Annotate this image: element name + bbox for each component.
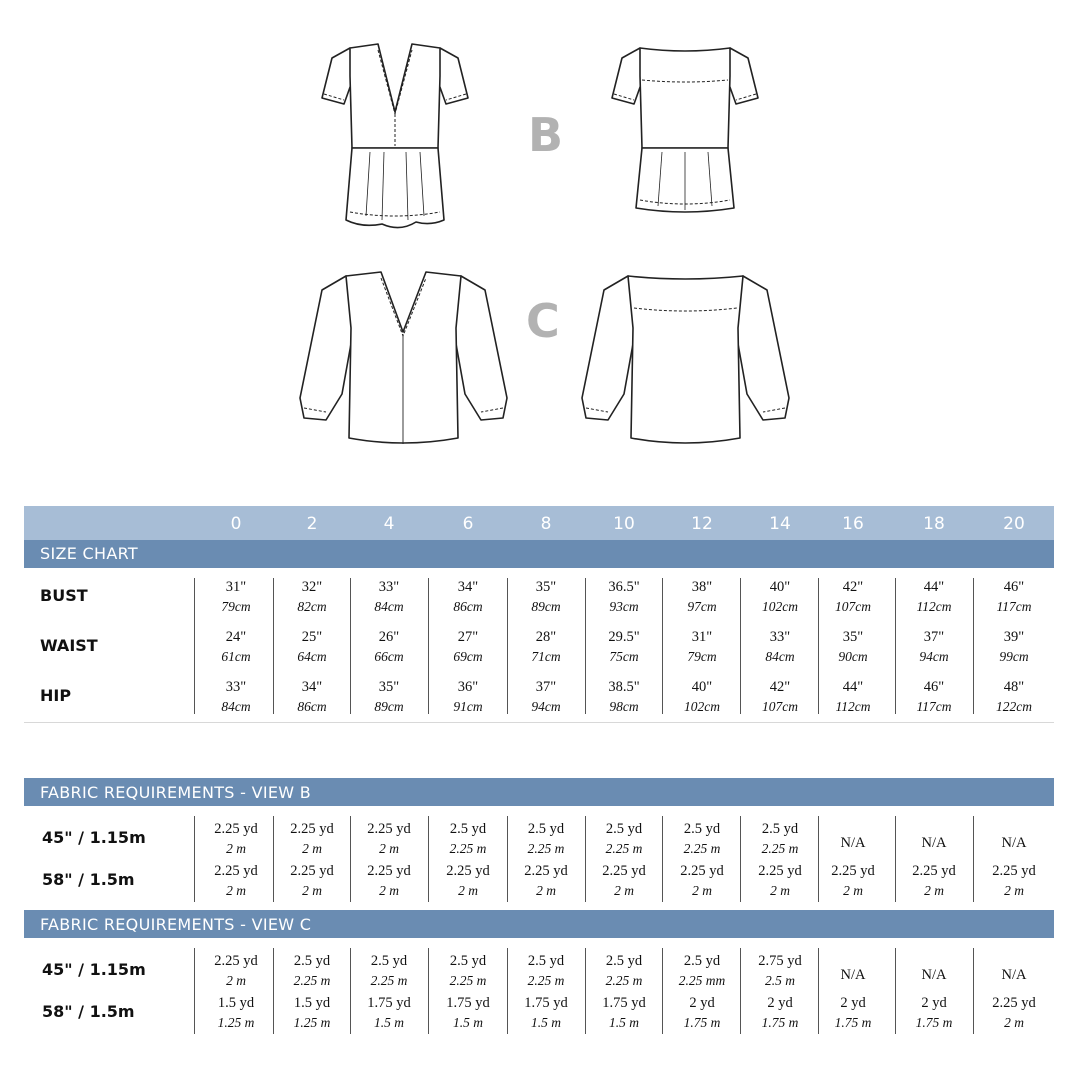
view-c-front-illustration: [296, 268, 511, 448]
table-cell: [430, 820, 506, 858]
cell-primary-value: 46": [923, 679, 945, 695]
cell-primary-value: 2.25 yd: [290, 821, 334, 837]
size-column-header: 0: [230, 514, 242, 534]
table-cell: [742, 628, 818, 666]
column-separator: [973, 578, 974, 714]
cell-primary-value: 2.25 yd: [758, 863, 802, 879]
view-c-label: C: [526, 294, 560, 348]
table-cell: [976, 834, 1052, 853]
cell-primary-value: 31": [691, 629, 713, 645]
cell-primary-value: 35": [378, 679, 400, 695]
table-cell: [664, 994, 740, 1032]
cell-secondary-value: 102cm: [762, 599, 798, 614]
row-label: 45" / 1.15m: [42, 828, 146, 847]
cell-primary-value: 1.75 yd: [524, 995, 568, 1011]
table-cell: [815, 834, 891, 853]
cell-secondary-value: 122cm: [996, 699, 1032, 714]
column-separator: [740, 578, 741, 714]
cell-primary-value: 48": [1003, 679, 1025, 695]
cell-primary-value: 2.5 yd: [370, 953, 408, 969]
cell-secondary-value: 71cm: [531, 649, 561, 664]
size-column-header: 4: [383, 514, 395, 534]
row-label: WAIST: [40, 636, 98, 655]
column-separator: [428, 816, 429, 902]
cell-primary-value: 42": [842, 579, 864, 595]
cell-primary-value: N/A: [840, 967, 866, 983]
cell-secondary-value: 98cm: [609, 699, 639, 714]
table-cell: [815, 994, 891, 1032]
cell-secondary-value: 117cm: [916, 699, 952, 714]
size-chart-title-bar: [24, 540, 1054, 568]
table-cell: [198, 952, 274, 990]
cell-primary-value: N/A: [840, 835, 866, 851]
column-separator: [740, 816, 741, 902]
cell-primary-value: 2.5 yd: [683, 821, 721, 837]
cell-secondary-value: 2.25 m: [605, 841, 643, 856]
column-separator: [662, 816, 663, 902]
cell-primary-value: 46": [1003, 579, 1025, 595]
row-label: HIP: [40, 686, 72, 705]
table-cell: [742, 678, 818, 716]
table-cell: [508, 862, 584, 900]
table-cell: [198, 628, 274, 666]
cell-primary-value: 36.5": [608, 579, 640, 595]
cell-primary-value: 2.5 yd: [761, 821, 799, 837]
cell-primary-value: 2.5 yd: [527, 821, 565, 837]
cell-secondary-value: 1.75 m: [915, 1015, 953, 1030]
table-cell: [351, 678, 427, 716]
cell-primary-value: 37": [923, 629, 945, 645]
cell-secondary-value: 2 m: [302, 883, 322, 898]
cell-primary-value: 2 yd: [767, 995, 793, 1011]
cell-secondary-value: 112cm: [916, 599, 952, 614]
table-cell: [976, 862, 1052, 900]
view-b-front-illustration: [320, 40, 470, 240]
cell-secondary-value: 2 m: [843, 883, 863, 898]
cell-secondary-value: 2 m: [379, 841, 399, 856]
cell-secondary-value: 2 m: [536, 883, 556, 898]
size-column-header: 8: [540, 514, 552, 534]
column-separator: [740, 948, 741, 1034]
cell-secondary-value: 102cm: [684, 699, 720, 714]
cell-primary-value: 1.75 yd: [367, 995, 411, 1011]
cell-secondary-value: 2 m: [1004, 1015, 1024, 1030]
cell-primary-value: N/A: [921, 835, 947, 851]
column-separator: [194, 816, 195, 902]
cell-secondary-value: 66cm: [374, 649, 404, 664]
cell-secondary-value: 99cm: [999, 649, 1029, 664]
size-column-header: 20: [1003, 514, 1025, 534]
table-cell: [274, 994, 350, 1032]
cell-primary-value: 35": [842, 629, 864, 645]
table-cell: [976, 628, 1052, 666]
table-cell: [508, 820, 584, 858]
cell-primary-value: 2.25 yd: [992, 863, 1036, 879]
cell-primary-value: 38": [691, 579, 713, 595]
divider: [24, 722, 1054, 723]
cell-primary-value: 33": [769, 629, 791, 645]
row-label: 45" / 1.15m: [42, 960, 146, 979]
table-cell: [351, 628, 427, 666]
table-cell: [430, 994, 506, 1032]
cell-primary-value: 33": [378, 579, 400, 595]
table-cell: [742, 820, 818, 858]
cell-secondary-value: 94cm: [531, 699, 561, 714]
cell-primary-value: 2.25 yd: [214, 953, 258, 969]
table-cell: [815, 862, 891, 900]
cell-primary-value: 2.25 yd: [912, 863, 956, 879]
cell-primary-value: 2 yd: [921, 995, 947, 1011]
cell-secondary-value: 2 m: [770, 883, 790, 898]
table-cell: [742, 994, 818, 1032]
table-cell: [351, 994, 427, 1032]
size-column-header: 14: [769, 514, 791, 534]
cell-secondary-value: 2.25 m: [527, 841, 565, 856]
size-column-header: 2: [306, 514, 318, 534]
cell-primary-value: 34": [457, 579, 479, 595]
table-cell: [742, 862, 818, 900]
table-cell: [430, 862, 506, 900]
cell-primary-value: 28": [535, 629, 557, 645]
cell-secondary-value: 2.5 m: [765, 973, 795, 988]
cell-secondary-value: 1.5 m: [453, 1015, 483, 1030]
cell-secondary-value: 117cm: [996, 599, 1032, 614]
size-header-bar: [24, 506, 1054, 540]
cell-secondary-value: 2 m: [379, 883, 399, 898]
cell-primary-value: 38.5": [608, 679, 640, 695]
cell-secondary-value: 1.75 m: [761, 1015, 799, 1030]
table-cell: [351, 820, 427, 858]
cell-secondary-value: 1.25 m: [217, 1015, 255, 1030]
column-separator: [428, 948, 429, 1034]
cell-secondary-value: 2.25 m: [605, 973, 643, 988]
cell-secondary-value: 75cm: [609, 649, 639, 664]
table-cell: [274, 578, 350, 616]
cell-primary-value: 32": [301, 579, 323, 595]
table-cell: [976, 966, 1052, 985]
cell-secondary-value: 107cm: [762, 699, 798, 714]
cell-primary-value: 2.25 yd: [602, 863, 646, 879]
table-cell: [198, 862, 274, 900]
cell-secondary-value: 69cm: [453, 649, 483, 664]
table-cell: [815, 628, 891, 666]
cell-primary-value: 24": [225, 629, 247, 645]
cell-secondary-value: 97cm: [687, 599, 717, 614]
table-cell: [664, 820, 740, 858]
cell-secondary-value: 2 m: [226, 973, 246, 988]
cell-secondary-value: 93cm: [609, 599, 639, 614]
table-cell: [274, 628, 350, 666]
table-cell: [896, 628, 972, 666]
row-label: 58" / 1.5m: [42, 1002, 135, 1021]
size-column-header: 16: [842, 514, 864, 534]
size-column-header: 12: [691, 514, 713, 534]
table-cell: [742, 578, 818, 616]
cell-secondary-value: 112cm: [835, 699, 871, 714]
cell-primary-value: 2.5 yd: [449, 821, 487, 837]
cell-secondary-value: 79cm: [221, 599, 251, 614]
cell-secondary-value: 1.75 m: [834, 1015, 872, 1030]
cell-primary-value: 36": [457, 679, 479, 695]
table-cell: [586, 820, 662, 858]
table-cell: [586, 678, 662, 716]
cell-primary-value: 25": [301, 629, 323, 645]
table-cell: [198, 578, 274, 616]
view-b-back-illustration: [610, 40, 760, 240]
table-cell: [664, 628, 740, 666]
cell-primary-value: 1.5 yd: [293, 995, 331, 1011]
cell-primary-value: 2.25 yd: [992, 995, 1036, 1011]
table-cell: [896, 994, 972, 1032]
cell-primary-value: 37": [535, 679, 557, 695]
cell-primary-value: 42": [769, 679, 791, 695]
table-cell: [508, 952, 584, 990]
table-cell: [664, 678, 740, 716]
cell-primary-value: 2.25 yd: [214, 863, 258, 879]
cell-secondary-value: 1.5 m: [609, 1015, 639, 1030]
cell-primary-value: 2.5 yd: [293, 953, 331, 969]
cell-primary-value: N/A: [1001, 835, 1027, 851]
cell-secondary-value: 64cm: [297, 649, 327, 664]
cell-primary-value: 2.75 yd: [758, 953, 802, 969]
fabric-b-title-bar: [24, 778, 1054, 806]
table-cell: [815, 678, 891, 716]
cell-secondary-value: 86cm: [297, 699, 327, 714]
cell-primary-value: 2.25 yd: [680, 863, 724, 879]
table-cell: [586, 628, 662, 666]
cell-primary-value: 39": [1003, 629, 1025, 645]
cell-primary-value: 1.5 yd: [217, 995, 255, 1011]
cell-secondary-value: 89cm: [374, 699, 404, 714]
table-cell: [976, 994, 1052, 1032]
table-cell: [586, 578, 662, 616]
fabric-b-title: FABRIC REQUIREMENTS - VIEW B: [40, 783, 312, 802]
cell-primary-value: 2.5 yd: [449, 953, 487, 969]
cell-secondary-value: 2.25 mm: [678, 973, 726, 988]
cell-primary-value: 2.5 yd: [605, 821, 643, 837]
cell-secondary-value: 2.25 m: [449, 841, 487, 856]
table-cell: [274, 862, 350, 900]
table-cell: [742, 952, 818, 990]
cell-primary-value: 44": [923, 579, 945, 595]
cell-secondary-value: 2 m: [226, 883, 246, 898]
cell-secondary-value: 2 m: [614, 883, 634, 898]
table-cell: [274, 678, 350, 716]
table-cell: [508, 994, 584, 1032]
table-cell: [976, 678, 1052, 716]
view-c-back-illustration: [578, 268, 793, 448]
cell-secondary-value: 1.75 m: [683, 1015, 721, 1030]
cell-secondary-value: 1.25 m: [293, 1015, 331, 1030]
column-separator: [973, 948, 974, 1034]
cell-secondary-value: 79cm: [687, 649, 717, 664]
column-separator: [194, 578, 195, 714]
size-column-header: 18: [923, 514, 945, 534]
table-cell: [198, 820, 274, 858]
cell-primary-value: 26": [378, 629, 400, 645]
cell-primary-value: 34": [301, 679, 323, 695]
cell-primary-value: 2 yd: [840, 995, 866, 1011]
cell-secondary-value: 86cm: [453, 599, 483, 614]
cell-primary-value: 33": [225, 679, 247, 695]
cell-primary-value: 35": [535, 579, 557, 595]
column-separator: [662, 578, 663, 714]
table-cell: [586, 952, 662, 990]
cell-secondary-value: 1.5 m: [374, 1015, 404, 1030]
cell-primary-value: 2 yd: [689, 995, 715, 1011]
cell-primary-value: 2.25 yd: [831, 863, 875, 879]
table-cell: [198, 678, 274, 716]
table-cell: [896, 578, 972, 616]
cell-secondary-value: 2.25 m: [293, 973, 331, 988]
cell-primary-value: 40": [769, 579, 791, 595]
table-cell: [896, 966, 972, 985]
table-cell: [430, 678, 506, 716]
cell-secondary-value: 2 m: [302, 841, 322, 856]
cell-primary-value: 2.25 yd: [214, 821, 258, 837]
table-cell: [896, 862, 972, 900]
view-b-label: B: [528, 108, 564, 162]
table-cell: [664, 952, 740, 990]
cell-primary-value: 2.25 yd: [367, 821, 411, 837]
cell-secondary-value: 2 m: [692, 883, 712, 898]
row-label: 58" / 1.5m: [42, 870, 135, 889]
cell-secondary-value: 2.25 m: [449, 973, 487, 988]
table-cell: [976, 578, 1052, 616]
table-cell: [351, 862, 427, 900]
cell-primary-value: 31": [225, 579, 247, 595]
cell-secondary-value: 2 m: [1004, 883, 1024, 898]
cell-secondary-value: 84cm: [374, 599, 404, 614]
cell-secondary-value: 2.25 m: [370, 973, 408, 988]
cell-secondary-value: 2.25 m: [683, 841, 721, 856]
cell-primary-value: 29.5": [608, 629, 640, 645]
table-cell: [508, 678, 584, 716]
cell-primary-value: N/A: [921, 967, 947, 983]
table-cell: [896, 678, 972, 716]
fabric-c-title-bar: [24, 910, 1054, 938]
table-cell: [815, 966, 891, 985]
table-cell: [664, 578, 740, 616]
cell-primary-value: 2.25 yd: [524, 863, 568, 879]
cell-primary-value: 2.5 yd: [605, 953, 643, 969]
table-cell: [508, 628, 584, 666]
cell-secondary-value: 82cm: [297, 599, 327, 614]
table-cell: [896, 834, 972, 853]
cell-secondary-value: 2.25 m: [761, 841, 799, 856]
table-cell: [664, 862, 740, 900]
cell-secondary-value: 61cm: [221, 649, 251, 664]
cell-primary-value: 2.25 yd: [446, 863, 490, 879]
cell-primary-value: 1.75 yd: [446, 995, 490, 1011]
size-chart-title: SIZE CHART: [40, 544, 138, 563]
cell-secondary-value: 89cm: [531, 599, 561, 614]
cell-primary-value: N/A: [1001, 967, 1027, 983]
cell-primary-value: 44": [842, 679, 864, 695]
table-cell: [586, 862, 662, 900]
table-cell: [430, 628, 506, 666]
table-cell: [198, 994, 274, 1032]
cell-secondary-value: 2 m: [924, 883, 944, 898]
cell-primary-value: 2.5 yd: [527, 953, 565, 969]
column-separator: [428, 578, 429, 714]
row-label: BUST: [40, 586, 88, 605]
table-cell: [508, 578, 584, 616]
table-cell: [430, 952, 506, 990]
cell-secondary-value: 1.5 m: [531, 1015, 561, 1030]
cell-primary-value: 40": [691, 679, 713, 695]
table-cell: [351, 578, 427, 616]
size-column-header: 10: [613, 514, 635, 534]
table-cell: [351, 952, 427, 990]
cell-secondary-value: 84cm: [765, 649, 795, 664]
column-separator: [194, 948, 195, 1034]
size-column-header: 6: [462, 514, 474, 534]
cell-secondary-value: 94cm: [919, 649, 949, 664]
cell-secondary-value: 91cm: [453, 699, 483, 714]
table-cell: [586, 994, 662, 1032]
table-cell: [430, 578, 506, 616]
table-cell: [274, 820, 350, 858]
cell-secondary-value: 90cm: [838, 649, 868, 664]
table-cell: [815, 578, 891, 616]
cell-primary-value: 27": [457, 629, 479, 645]
cell-primary-value: 1.75 yd: [602, 995, 646, 1011]
column-separator: [973, 816, 974, 902]
column-separator: [662, 948, 663, 1034]
cell-secondary-value: 2 m: [458, 883, 478, 898]
cell-secondary-value: 107cm: [835, 599, 871, 614]
table-cell: [274, 952, 350, 990]
cell-secondary-value: 2.25 m: [527, 973, 565, 988]
cell-secondary-value: 84cm: [221, 699, 251, 714]
cell-primary-value: 2.25 yd: [290, 863, 334, 879]
cell-secondary-value: 2 m: [226, 841, 246, 856]
fabric-c-title: FABRIC REQUIREMENTS - VIEW C: [40, 915, 312, 934]
cell-primary-value: 2.5 yd: [683, 953, 721, 969]
cell-primary-value: 2.25 yd: [367, 863, 411, 879]
